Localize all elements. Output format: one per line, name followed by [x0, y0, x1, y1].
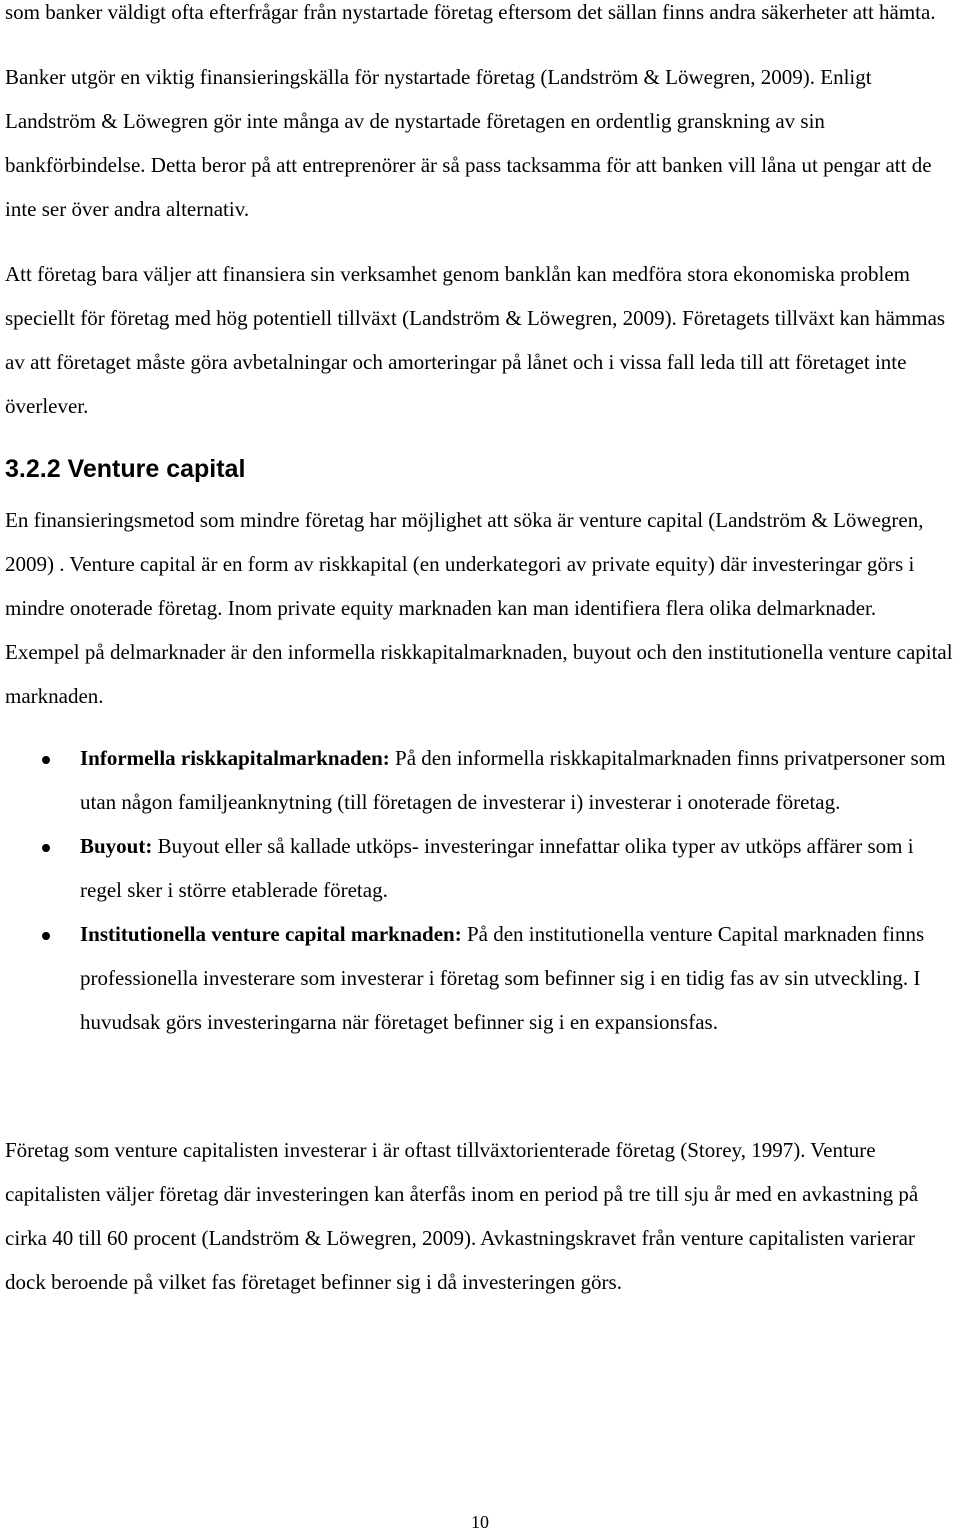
bullet-icon	[42, 756, 50, 764]
list-item-term: Buyout:	[80, 834, 153, 858]
list-item-term: Informella riskkapitalmarknaden:	[80, 746, 390, 770]
document-page	[5, 0, 955, 1304]
list-item-informal-market	[5, 736, 955, 824]
submarket-list	[5, 736, 955, 1044]
list-item-text: På den informella riskkapitalmarknaden finns privatpersoner som utan någon familjeanknytning (till företagen de investerar i) investerar i onoterade företag.	[80, 746, 946, 814]
paragraph-bank-loan-problems: Att företag bara väljer att finansiera sin verksamhet genom banklån kan medföra stora ekonomiska problem speciellt för företag med hög potentiell tillväxt (Landström & Löwegren, 2009). Företagets tillväxt kan hämmas av att företaget måste göra avbetalningar och amorteringar på lånet och i vissa fall leda till att företaget inte överlever.	[5, 262, 946, 418]
paragraph-venture-capital-intro: En finansieringsmetod som mindre företag har möjlighet att söka är venture capital (Landström & Löwegren, 2009) . Venture capital är en form av riskkapital (en underkategori av private equity) där investeringar görs i mindre onoterade företag. Inom private equity marknaden kan man identifiera flera olika delmarknader. Exempel på delmarknader är den informella riskkapitalmarknaden, buyout och den institutionella venture capital marknaden.	[5, 508, 953, 708]
list-item-text: På den institutionella venture Capital marknaden finns professionella investerare som investerar i företag som befinner sig i en tidig fas av sin utveckling. I huvudsak görs investeringarna när företaget befinner sig i en expansionsfas.	[80, 922, 925, 1034]
bullet-icon	[42, 844, 50, 852]
paragraph-bank-collateral: som banker väldigt ofta efterfrågar från nystartade företag eftersom det sällan finns andra säkerheter att hämta.	[5, 0, 936, 24]
paragraph-venture-capitalist-returns: Företag som venture capitalisten investerar i är oftast tillväxtorienterade företag (Storey, 1997). Venture capitalisten väljer företag där investeringen kan återfås inom en period på tre till sju år med en avkastning på cirka 40 till 60 procent (Landström & Löwegren, 2009). Avkastningskravet från venture capitalisten varierar dock beroende på vilket fas företaget befinner sig i då investeringen görs.	[5, 1138, 919, 1294]
list-item-text: Buyout eller så kallade utköps- investeringar innefattar olika typer av utköps affärer som i regel sker i större etablerade företag.	[80, 834, 914, 902]
section-heading: 3.2.2 Venture capital	[5, 455, 246, 483]
list-item-institutional-market	[5, 912, 955, 1044]
bullet-icon	[42, 932, 50, 940]
paragraph-bank-financing: Banker utgör en viktig finansieringskälla för nystartade företag (Landström & Löwegren, 2009). Enligt Landström & Löwegren gör inte många av de nystartade företagen en ordentlig granskning av sin bankförbindelse. Detta beror på att entreprenörer är så pass tacksamma för att banken vill låna ut pengar att de inte ser över andra alternativ.	[5, 65, 932, 221]
list-item-term: Institutionella venture capital marknaden:	[80, 922, 462, 946]
page-number: 10	[471, 1512, 489, 1532]
list-item-buyout	[5, 824, 955, 912]
